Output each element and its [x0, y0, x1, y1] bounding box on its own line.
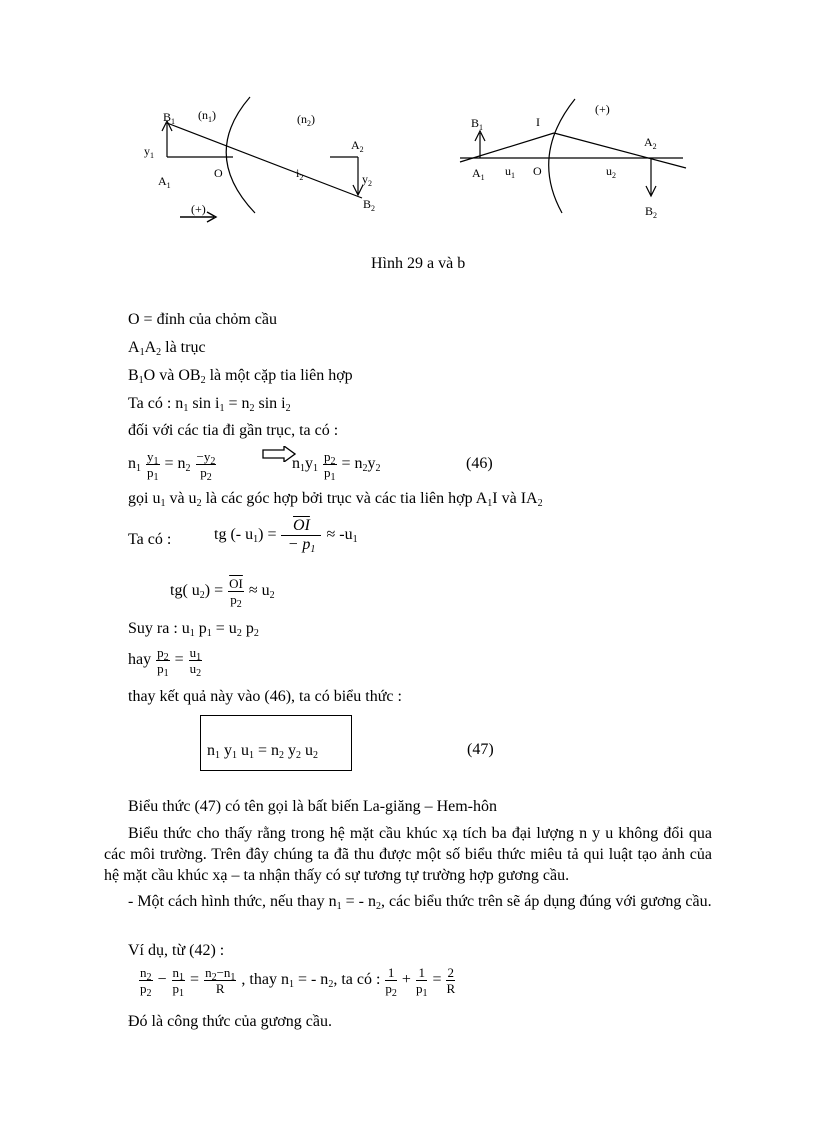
spherical-surface-b	[549, 99, 575, 213]
figure-29b	[450, 95, 700, 230]
fig-a-label-n1: $(n_1)$	[198, 108, 216, 124]
figure-29a	[130, 95, 400, 230]
paragraph-invariant: Biểu thức cho thấy rằng trong hệ mặt cầu khúc xạ tích ba đại lượng n y u không đổi qua các môi trường. Trên đây chúng ta đã thu được một số biểu thức miêu tả qui luật tạo ảnh của hệ mặt cầu khúc xạ – ta nhận thấy có sự tương tự trường hợp gương cầu.	[104, 825, 712, 884]
paragraph-formal: - Một cách hình thức, nếu thay $n_1$ = - $n_2$, các biểu thức trên sẽ áp dụng đúng với gương cầu.	[128, 893, 712, 912]
fig-b-label-i: I	[536, 115, 540, 129]
fig-b-label-b1: $B_1$	[471, 116, 484, 132]
line-paraxial-rays: đối với các tia đi gần trục, ta có :	[128, 422, 339, 439]
line-angles-u: gọi $u_1$ và $u_2$ là các góc hợp bởi trục và các tia liên hợp $A_1I$ và $IA_2$	[128, 490, 543, 509]
figure-caption: Hình 29 a và b	[371, 255, 466, 272]
line-axis-definition: $A_1A_2$ là trục	[128, 339, 206, 358]
fig-a-label-plus: (+)	[191, 202, 206, 216]
equation-tg-u2: tg( $u_2$) = $\frac{\overline{OI}}{p_2}$ ≈ $u_2$	[170, 576, 275, 610]
equation-46-number: (46)	[466, 455, 493, 472]
fig-b-label-b2: $B_2$	[645, 204, 658, 220]
line-substitute: thay kết quả này vào (46), ta có biểu thức :	[128, 688, 402, 705]
fig-b-label-u1: $u_1$	[505, 164, 515, 180]
equation-47: $n_1$ $y_1$ $u_1 = n_2$ $y_2$ $u_2$	[207, 742, 319, 761]
ray-b1-b2	[167, 123, 362, 198]
line-vertex-definition: O = đỉnh của chỏm cầu	[128, 311, 277, 328]
equation-47-number: (47)	[467, 741, 494, 758]
line-suy-ra: Suy ra : $u_1$ $p_1 = u_2$ $p_2$	[128, 620, 259, 639]
line-snell-law: Ta có : $n_1$ $\sin i_1 = n_2$ $\sin i_2$	[128, 395, 291, 414]
fig-a-label-a1: $A_1$	[158, 174, 171, 190]
line-lagrange-helmholtz: Biểu thức (47) có tên gọi là bất biến La-giăng – Hem-hôn	[128, 798, 498, 815]
line-example: Ví dụ, từ (42) :	[128, 942, 225, 959]
fig-a-label-i2: $i_2$	[296, 166, 304, 182]
fig-a-label-b1: $B_1$	[163, 110, 176, 126]
fig-a-label-y2: $y_2$	[362, 172, 372, 188]
fig-a-label-n2: $(n_2)$	[297, 112, 315, 128]
line-mirror-formula: Đó là công thức của gương cầu.	[128, 1013, 332, 1030]
equation-46-left: $n_1$ $\frac{y_1}{p_1}$ = $n_2$ $\frac{-y_2}{p_2}$	[128, 449, 216, 483]
fig-b-label-o: O	[533, 164, 542, 178]
fig-a-label-a2: $A_2$	[351, 138, 364, 154]
line-hay: hay $\frac{p_2}{p_1}$ = $\frac{u_1}{u_2}$	[128, 645, 202, 679]
fig-a-label-o: O	[214, 166, 223, 180]
equation-46-right: $n_1y_1$ $\frac{p_2}{p_1}$ = $n_2y_2$	[292, 449, 381, 483]
equation-42: $\frac{n_2}{p_2}$ − $\frac{n_1}{p_1}$ = $\frac{n_2-n_1}{R}$ , thay $n_1$ = - $n_2$, ta có : $\frac{1}{p_2}$ + $\frac{1}{p_1}$ = $\frac{2}{R}$	[140, 965, 456, 999]
ray-i-a2	[554, 133, 686, 168]
equation-tg-minus-u1: tg (- $u_1$) = $\frac{\overline{OI}}{- p_1}$ ≈ $-u_1$	[214, 517, 358, 555]
line-conjugate-rays: $B_1O$ và $OB_2$ là một cặp tia liên hợp	[128, 367, 353, 386]
fig-b-label-u2: $u_2$	[606, 164, 616, 180]
label-ta-co: Ta có :	[128, 531, 172, 548]
fig-a-label-b2: $B_2$	[363, 197, 376, 213]
fig-b-label-a2: $A_2$	[644, 135, 657, 151]
fig-a-label-y1: $y_1$	[144, 144, 154, 160]
fig-b-label-a1: $A_1$	[472, 166, 485, 182]
fig-b-label-plus: (+)	[595, 102, 610, 116]
implies-arrow-icon	[262, 446, 296, 462]
